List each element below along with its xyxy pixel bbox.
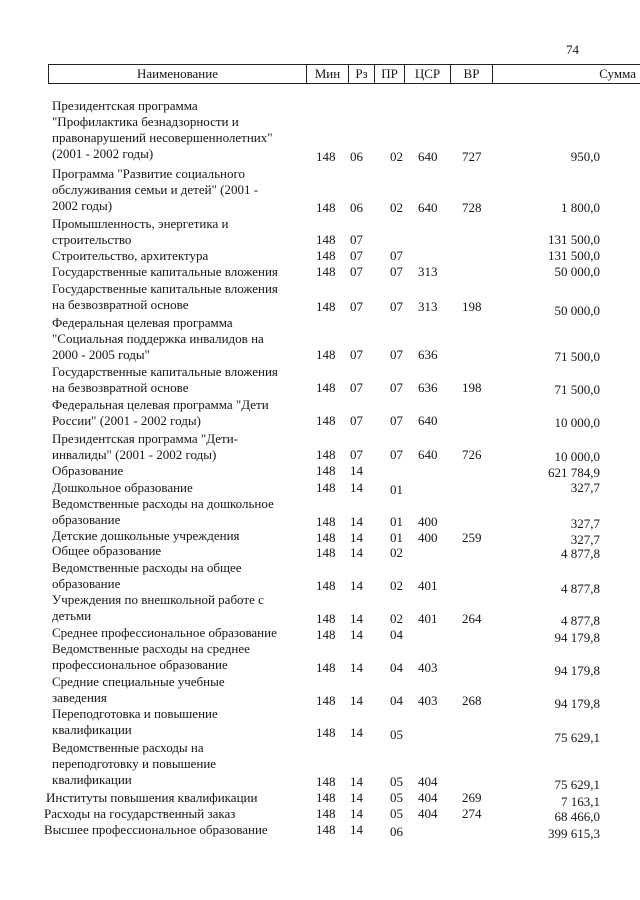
row-name: Ведомственные расходы на переподготовку и повышение квалификации	[52, 740, 217, 787]
row-min: 148	[316, 380, 336, 395]
row-pr: 01	[390, 482, 403, 497]
row-pr: 05	[390, 774, 403, 789]
row-pr: 01	[390, 514, 403, 529]
header-vr: ВР	[450, 65, 492, 83]
row-min: 148	[316, 530, 336, 545]
row-vr: 198	[462, 299, 482, 314]
row-min: 148	[316, 447, 336, 462]
row-rz: 14	[350, 693, 363, 708]
row-rz: 14	[350, 578, 363, 593]
row-min: 148	[316, 790, 336, 805]
row-rz: 07	[350, 380, 363, 395]
row-rz: 07	[350, 232, 363, 247]
row-min: 148	[316, 232, 336, 247]
row-name: Ведомственные расходы на среднее профессиональное образование	[52, 641, 250, 672]
row-csr: 313	[418, 299, 438, 314]
row-sum: 71 500,0	[554, 349, 600, 364]
row-csr: 403	[418, 660, 438, 675]
row-min: 148	[316, 149, 336, 164]
row-name: Детские дошкольные учреждения	[52, 528, 240, 543]
row-rz: 14	[350, 660, 363, 675]
row-csr: 640	[418, 200, 438, 215]
row-pr: 02	[390, 545, 403, 560]
header-pr: ПР	[374, 65, 404, 83]
row-sum: 68 466,0	[554, 809, 600, 824]
row-rz: 07	[350, 248, 363, 263]
row-sum: 7 163,1	[561, 794, 600, 809]
row-min: 148	[316, 514, 336, 529]
row-csr: 640	[418, 149, 438, 164]
row-name: Учреждения по внешкольной работе с детьми	[52, 592, 264, 623]
row-rz: 14	[350, 530, 363, 545]
row-sum: 399 615,3	[548, 826, 600, 841]
row-pr: 01	[390, 530, 403, 545]
row-pr: 02	[390, 200, 403, 215]
row-sum: 131 500,0	[548, 248, 600, 263]
row-pr: 06	[390, 824, 403, 839]
row-pr: 07	[390, 413, 403, 428]
row-csr: 640	[418, 447, 438, 462]
row-name: Государственные капитальные вложения	[52, 264, 278, 279]
row-name: Президентская программа "Профилактика безнадзорности и правонарушений несовершеннолетних" (2001 - 2002 годы)	[52, 98, 273, 161]
header-sum: Сумма	[492, 65, 640, 83]
row-sum: 71 500,0	[554, 382, 600, 397]
row-csr: 404	[418, 774, 438, 789]
row-rz: 07	[350, 347, 363, 362]
row-name: Государственные капитальные вложения на безвозвратной основе	[52, 364, 278, 395]
row-min: 148	[316, 693, 336, 708]
row-name: Среднее профессиональное образование	[52, 625, 277, 640]
header-rz: Рз	[348, 65, 374, 83]
row-rz: 06	[350, 200, 363, 215]
row-rz: 14	[350, 725, 363, 740]
row-pr: 02	[390, 611, 403, 626]
row-name: Переподготовка и повышение квалификации	[52, 706, 218, 737]
row-pr: 07	[390, 299, 403, 314]
row-rz: 14	[350, 774, 363, 789]
row-sum: 327,7	[570, 532, 600, 547]
row-csr: 403	[418, 693, 438, 708]
row-sum: 4 877,8	[561, 581, 600, 596]
row-min: 148	[316, 480, 336, 495]
row-name: Средние специальные учебные заведения	[52, 674, 225, 705]
row-csr: 636	[418, 347, 438, 362]
row-csr: 400	[418, 530, 438, 545]
row-pr: 07	[390, 447, 403, 462]
row-sum: 1 800,0	[561, 200, 600, 215]
row-pr: 05	[390, 806, 403, 821]
row-pr: 02	[390, 578, 403, 593]
row-min: 148	[316, 774, 336, 789]
row-min: 148	[316, 611, 336, 626]
row-vr: 726	[462, 447, 482, 462]
row-sum: 950,0	[570, 149, 600, 164]
row-name: Государственные капитальные вложения на безвозвратной основе	[52, 281, 278, 312]
row-sum: 10 000,0	[554, 415, 600, 430]
row-name: Президентская программа "Дети- инвалиды" (2001 - 2002 годы)	[52, 431, 238, 462]
row-rz: 14	[350, 463, 363, 478]
row-rz: 07	[350, 299, 363, 314]
row-sum: 50 000,0	[554, 303, 600, 318]
row-name: Федеральная целевая программа "Социальная поддержка инвалидов на 2000 - 2005 годы"	[52, 315, 264, 362]
row-rz: 14	[350, 627, 363, 642]
row-name: Ведомственные расходы на общее образование	[52, 560, 242, 591]
row-sum: 131 500,0	[548, 232, 600, 247]
row-name: Институты повышения квалификации	[46, 790, 258, 805]
row-rz: 14	[350, 822, 363, 837]
row-sum: 50 000,0	[554, 264, 600, 279]
row-sum: 75 629,1	[554, 777, 600, 792]
row-min: 148	[316, 463, 336, 478]
row-rz: 06	[350, 149, 363, 164]
row-rz: 14	[350, 480, 363, 495]
row-rz: 14	[350, 514, 363, 529]
row-min: 148	[316, 660, 336, 675]
row-pr: 05	[390, 790, 403, 805]
row-name: Строительство, архитектура	[52, 248, 209, 263]
row-sum: 4 877,8	[561, 613, 600, 628]
row-name: Дошкольное образование	[52, 480, 193, 495]
row-sum: 75 629,1	[554, 730, 600, 745]
row-vr: 269	[462, 790, 482, 805]
row-vr: 728	[462, 200, 482, 215]
row-min: 148	[316, 578, 336, 593]
row-csr: 640	[418, 413, 438, 428]
row-pr: 04	[390, 660, 403, 675]
row-min: 148	[316, 725, 336, 740]
page-number: 74	[566, 42, 579, 57]
row-pr: 07	[390, 380, 403, 395]
row-name: Расходы на государственный заказ	[44, 806, 236, 821]
row-vr: 264	[462, 611, 482, 626]
row-csr: 401	[418, 578, 438, 593]
row-name: Образование	[52, 463, 124, 478]
row-sum: 327,7	[570, 480, 600, 495]
row-pr: 04	[390, 693, 403, 708]
row-name: Программа "Развитие социального обслуживания семьи и детей" (2001 - 2002 годы)	[52, 166, 259, 213]
row-sum: 94 179,8	[554, 663, 600, 678]
row-sum: 94 179,8	[554, 630, 600, 645]
header-csr: ЦСР	[404, 65, 450, 83]
row-csr: 404	[418, 806, 438, 821]
row-name: Высшее профессиональное образование	[44, 822, 268, 837]
row-rz: 14	[350, 545, 363, 560]
row-min: 148	[316, 347, 336, 362]
row-min: 148	[316, 806, 336, 821]
row-min: 148	[316, 413, 336, 428]
row-pr: 07	[390, 347, 403, 362]
row-min: 148	[316, 299, 336, 314]
row-pr: 05	[390, 727, 403, 742]
row-min: 148	[316, 545, 336, 560]
row-csr: 401	[418, 611, 438, 626]
row-name: Ведомственные расходы на дошкольное образование	[52, 496, 274, 527]
row-min: 148	[316, 248, 336, 263]
row-vr: 198	[462, 380, 482, 395]
row-vr: 274	[462, 806, 482, 821]
row-name: Общее образование	[52, 543, 162, 558]
row-pr: 07	[390, 264, 403, 279]
row-pr: 07	[390, 248, 403, 263]
row-rz: 14	[350, 611, 363, 626]
row-rz: 07	[350, 413, 363, 428]
header-name: Наименование	[48, 65, 306, 83]
row-csr: 400	[418, 514, 438, 529]
row-rz: 07	[350, 264, 363, 279]
row-min: 148	[316, 264, 336, 279]
row-csr: 313	[418, 264, 438, 279]
row-vr: 727	[462, 149, 482, 164]
row-csr: 636	[418, 380, 438, 395]
row-min: 148	[316, 627, 336, 642]
row-rz: 07	[350, 447, 363, 462]
row-sum: 4 877,8	[561, 546, 600, 561]
row-rz: 14	[350, 790, 363, 805]
row-sum: 10 000,0	[554, 449, 600, 464]
header-min: Мин	[306, 65, 348, 83]
row-sum: 621 784,9	[548, 465, 600, 480]
row-rz: 14	[350, 806, 363, 821]
row-csr: 404	[418, 790, 438, 805]
row-vr: 268	[462, 693, 482, 708]
row-name: Федеральная целевая программа "Дети России" (2001 - 2002 годы)	[52, 397, 269, 428]
row-min: 148	[316, 200, 336, 215]
row-sum: 327,7	[570, 516, 600, 531]
row-pr: 02	[390, 149, 403, 164]
row-name: Промышленность, энергетика и строительство	[52, 216, 229, 247]
row-min: 148	[316, 822, 336, 837]
row-pr: 04	[390, 627, 403, 642]
row-vr: 259	[462, 530, 482, 545]
row-sum: 94 179,8	[554, 696, 600, 711]
